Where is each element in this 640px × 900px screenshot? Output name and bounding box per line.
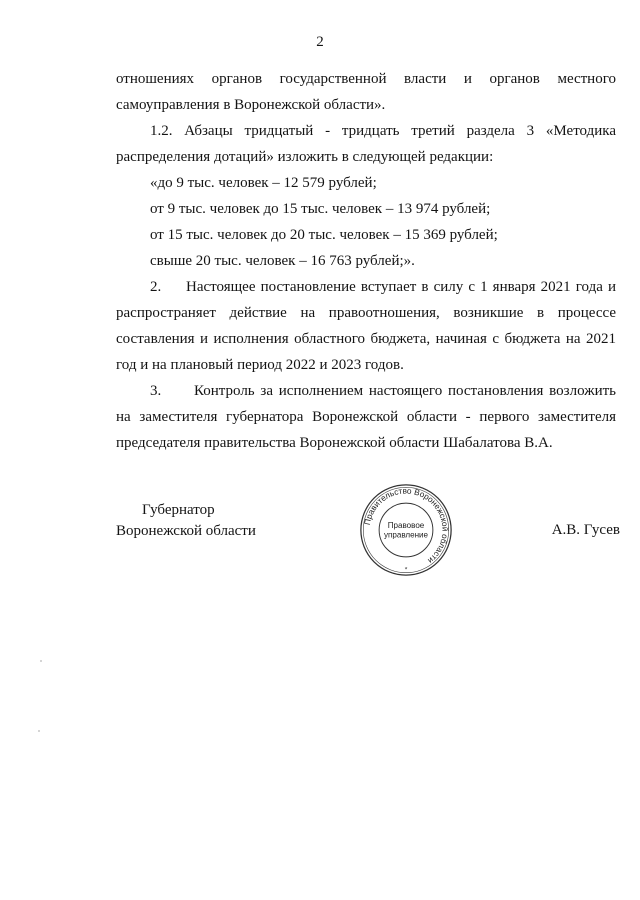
list-item: от 9 тыс. человек до 15 тыс. человек – 13 974 рублей; [150, 201, 491, 217]
text-line: председателя правительства Воронежской области Шабалатова В.А. [116, 435, 553, 451]
stamp-outer-text: Правительство Воронежской области [362, 486, 450, 566]
text-line [116, 274, 616, 300]
text-line: отношениях органов государственной власти и органов местного [116, 71, 616, 87]
star-icon: * [404, 566, 408, 574]
text-fragment: Настоящее постановление вступает в силу с 1 января 2021 года и [186, 279, 616, 295]
list-item: «до 9 тыс. человек – 12 579 рублей; [150, 175, 377, 191]
signatory-title [116, 500, 256, 542]
text-line: самоуправления в Воронежской области». [116, 97, 386, 113]
scan-artifact [40, 660, 42, 662]
signature-block [116, 486, 620, 580]
official-stamp [358, 482, 454, 578]
text-line: распределения дотаций» изложить в следующей редакции: [116, 149, 494, 165]
paragraph-3 [116, 378, 616, 456]
signatory-name: А.В. Гусев [551, 522, 620, 538]
page-number: 2 [316, 34, 324, 50]
stamp-inner-text: Правовое [387, 521, 425, 531]
list-item: от 15 тыс. человек до 20 тыс. человек – 15 369 рублей; [150, 227, 498, 243]
text-fragment: Контроль за исполнением настоящего постановления возложить [194, 383, 616, 399]
list-item: свыше 20 тыс. человек – 16 763 рублей;». [150, 253, 415, 269]
paragraph-number: 3. [150, 383, 162, 399]
stamp-inner-text: управление [383, 530, 429, 540]
scan-artifact [38, 730, 40, 732]
paragraph-continuation [116, 66, 616, 118]
paragraph-1-2 [116, 118, 616, 170]
document-body [116, 66, 616, 456]
text-line: 1.2. Абзацы тридцатый - тридцать третий раздела 3 «Методика [150, 123, 616, 139]
paragraph-2 [116, 274, 616, 378]
text-line: на заместителя губернатора Воронежской области - первого заместителя [116, 409, 616, 425]
paragraph-number: 2. [150, 279, 162, 295]
rates-list [116, 170, 616, 274]
text-line [116, 378, 616, 404]
signatory-title-line: Губернатор [142, 502, 215, 518]
text-line: год и на плановый период 2022 и 2023 годов. [116, 357, 404, 373]
text-line: распространяет действие на правоотношения, возникшие в процессе [116, 305, 616, 321]
text-line: составления и исполнения областного бюджета, начиная с бюджета на 2021 [116, 331, 616, 347]
signatory-title-line: Воронежской области [116, 523, 256, 539]
